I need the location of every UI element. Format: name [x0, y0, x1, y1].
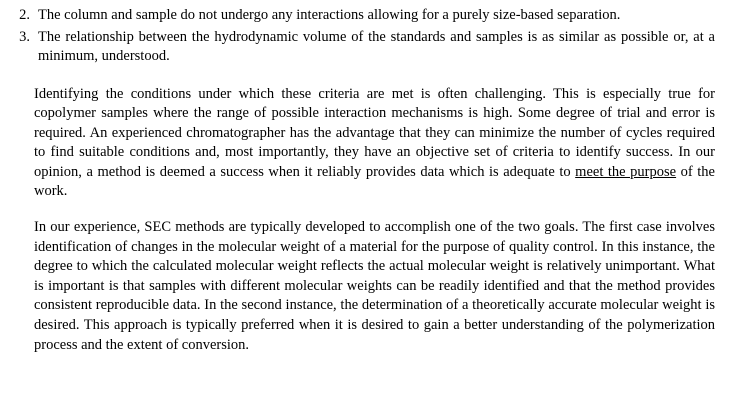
list-item-text: The column and sample do not undergo any interactions allowing for a purely size-based separation.	[38, 7, 621, 23]
paragraph-spacer	[12, 202, 721, 218]
criteria-paragraph-text-before: Identifying the conditions under which these criteria are met is often challenging. This is especially true for copolymer samples where the range of possible interaction mechanisms is high. Some degree of trial and error is required. An experienced chromatographer has the advantage that they can minimize the number of cycles required to find suitable conditions and, most importantly, they have an objective set of criteria to identify success. In our opinion, a method is deemed a success when it reliably provides data which is adequate to	[34, 85, 715, 180]
sec-methods-paragraph-text: In our experience, SEC methods are typically developed to accomplish one of the two goals. The first case involves identification of changes in the molecular weight of a material for the purpose of quality control. In this instance, the degree to which the calculated molecular weight reflects the actual molecular weight is relatively unimportant. What is important is that samples with different molecular weights can be readily identified and that the method provides consistent reproducible data. In the second instance, the determination of a theoretically accurate molecular weight is desired. This approach is typically preferred when it is desired to gain a better understanding of the polymerization process and the extent of conversion.	[34, 219, 715, 353]
list-item-number: 2.	[19, 7, 30, 23]
list-item	[12, 6, 721, 26]
paragraph-spacer	[12, 69, 721, 85]
sec-methods-paragraph	[12, 218, 721, 355]
list-item-number: 3.	[19, 28, 30, 45]
list-item	[12, 28, 721, 67]
criteria-list	[12, 6, 721, 67]
criteria-paragraph-underlined-phrase: meet the purpose	[575, 163, 677, 180]
criteria-paragraph-text-after: of the work.	[34, 163, 715, 200]
criteria-paragraph	[12, 85, 721, 203]
list-item-text: The relationship between the hydrodynamic volume of the standards and samples is as similar as possible or, at a minimum, understood.	[38, 28, 715, 64]
